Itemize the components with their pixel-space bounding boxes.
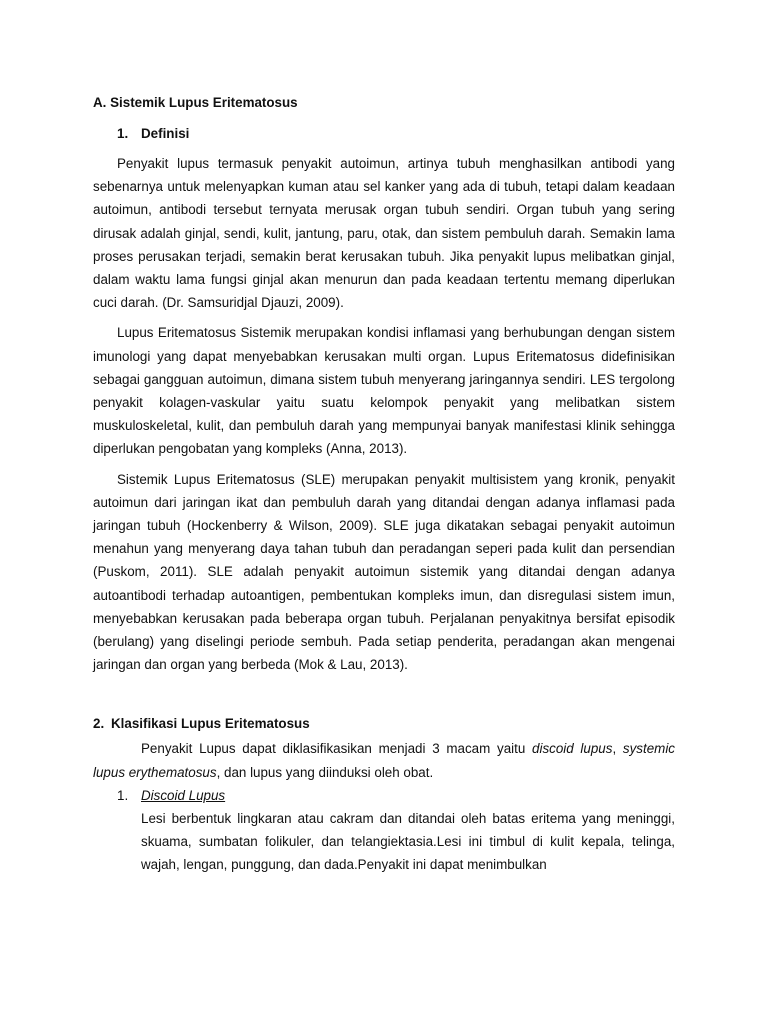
klasifikasi-title: Klasifikasi Lupus Eritematosus [111,716,310,732]
intro-text-3: , dan lupus yang diinduksi oleh obat. [216,764,434,780]
discoid-paragraph: Lesi berbentuk lingkaran atau cakram dan ditandai oleh batas eritema yang meninggi, skuama, sumbatan folikuler, dan telangiektasia.Lesi ini timbul di kulit kepala, telinga, wajah, lengan, punggung, dan dada.Penyakit ini dapat menimbulkan [141,811,675,873]
definisi-title: Definisi [141,126,190,141]
discoid-heading [117,784,675,807]
section-a-heading: A. Sistemik Lupus Eritematosus [93,95,298,110]
paragraph-definisi-3: Sistemik Lupus Eritematosus (SLE) merupakan penyakit multisistem yang kronik, penyakit autoimun dari jaringan ikat dan pembuluh darah yang ditandai dengan adanya inflamasi pada jaringan tubuh (Hockenberry & Wilson, 2009). SLE juga dikatakan sebagai penyakit autoimun menahun yang menyerang daya tahan tubuh dan peradangan seperi pada kulit dan persendian (Puskom, 2011). SLE adalah penyakit autoimun sistemik yang ditandai dengan adanya autoantibodi terhadap autoantigen, pembentukan kompleks imun, dan disregulasi sistem imun, menyebabkan kerusakan pada beberapa organ tubuh. Perjalanan penyakitnya bersifat episodik (berulang) yang diselingi periode sembuh. Pada setiap penderita, peradangan akan mengenai jaringan dan organ yang berbeda (Mok & Lau, 2013). [93,471,675,673]
intro-italic-systemic: systemic lupus erythematosus [93,741,675,780]
discoid-number: 1. [117,787,129,803]
paragraph-definisi-2: Lupus Eritematosus Sistemik merupakan kondisi inflamasi yang berhubungan dengan sistem imunologi yang dapat menyebabkan kerusakan multi organ. Lupus Eritematosus didefinisikan sebagai gangguan autoimun, dimana sistem tubuh menyerang jaringannya sendiri. LES tergolong penyakit kolagen-vaskular yaitu suatu kelompok penyakit yang melibatkan sistem muskuloskeletal, kulit, dan pembuluh darah yang mempunyai banyak manifestasi klinik sehingga diperlukan pengobatan yang kompleks (Anna, 2013). [93,325,675,457]
definisi-heading [117,125,675,142]
klasifikasi-number: 2. [93,716,105,732]
klasifikasi-intro [93,737,675,783]
discoid-title: Discoid Lupus [141,787,226,803]
definisi-number: 1. [117,126,129,141]
paragraph-definisi-1: Penyakit lupus termasuk penyakit autoimun, artinya tubuh menghasilkan antibodi yang sebenarnya untuk melenyapkan kuman atau sel kanker yang ada di tubuh, tetapi dalam keadaan autoimun, antibodi tersebut ternyata merusak organ tubuh sendiri. Organ tubuh yang sering dirusak adalah ginjal, sendi, kulit, jantung, paru, otak, dan sistem pembuluh darah. Semakin lama proses perusakan terjadi, semakin berat kerusakan tubuh. Jika penyakit lupus melibatkan ginjal, dalam waktu lama fungsi ginjal akan menurun dan pada keadaan tertentu memang diperlukan cuci darah. (Dr. Samsuridjal Djauzi, 2009). [93,156,675,311]
intro-text-1: Penyakit Lupus dapat diklasifikasikan menjadi 3 macam yaitu [141,741,533,757]
intro-italic-discoid: discoid lupus [532,741,613,757]
intro-text-2: , [612,741,623,757]
klasifikasi-heading [93,715,675,732]
